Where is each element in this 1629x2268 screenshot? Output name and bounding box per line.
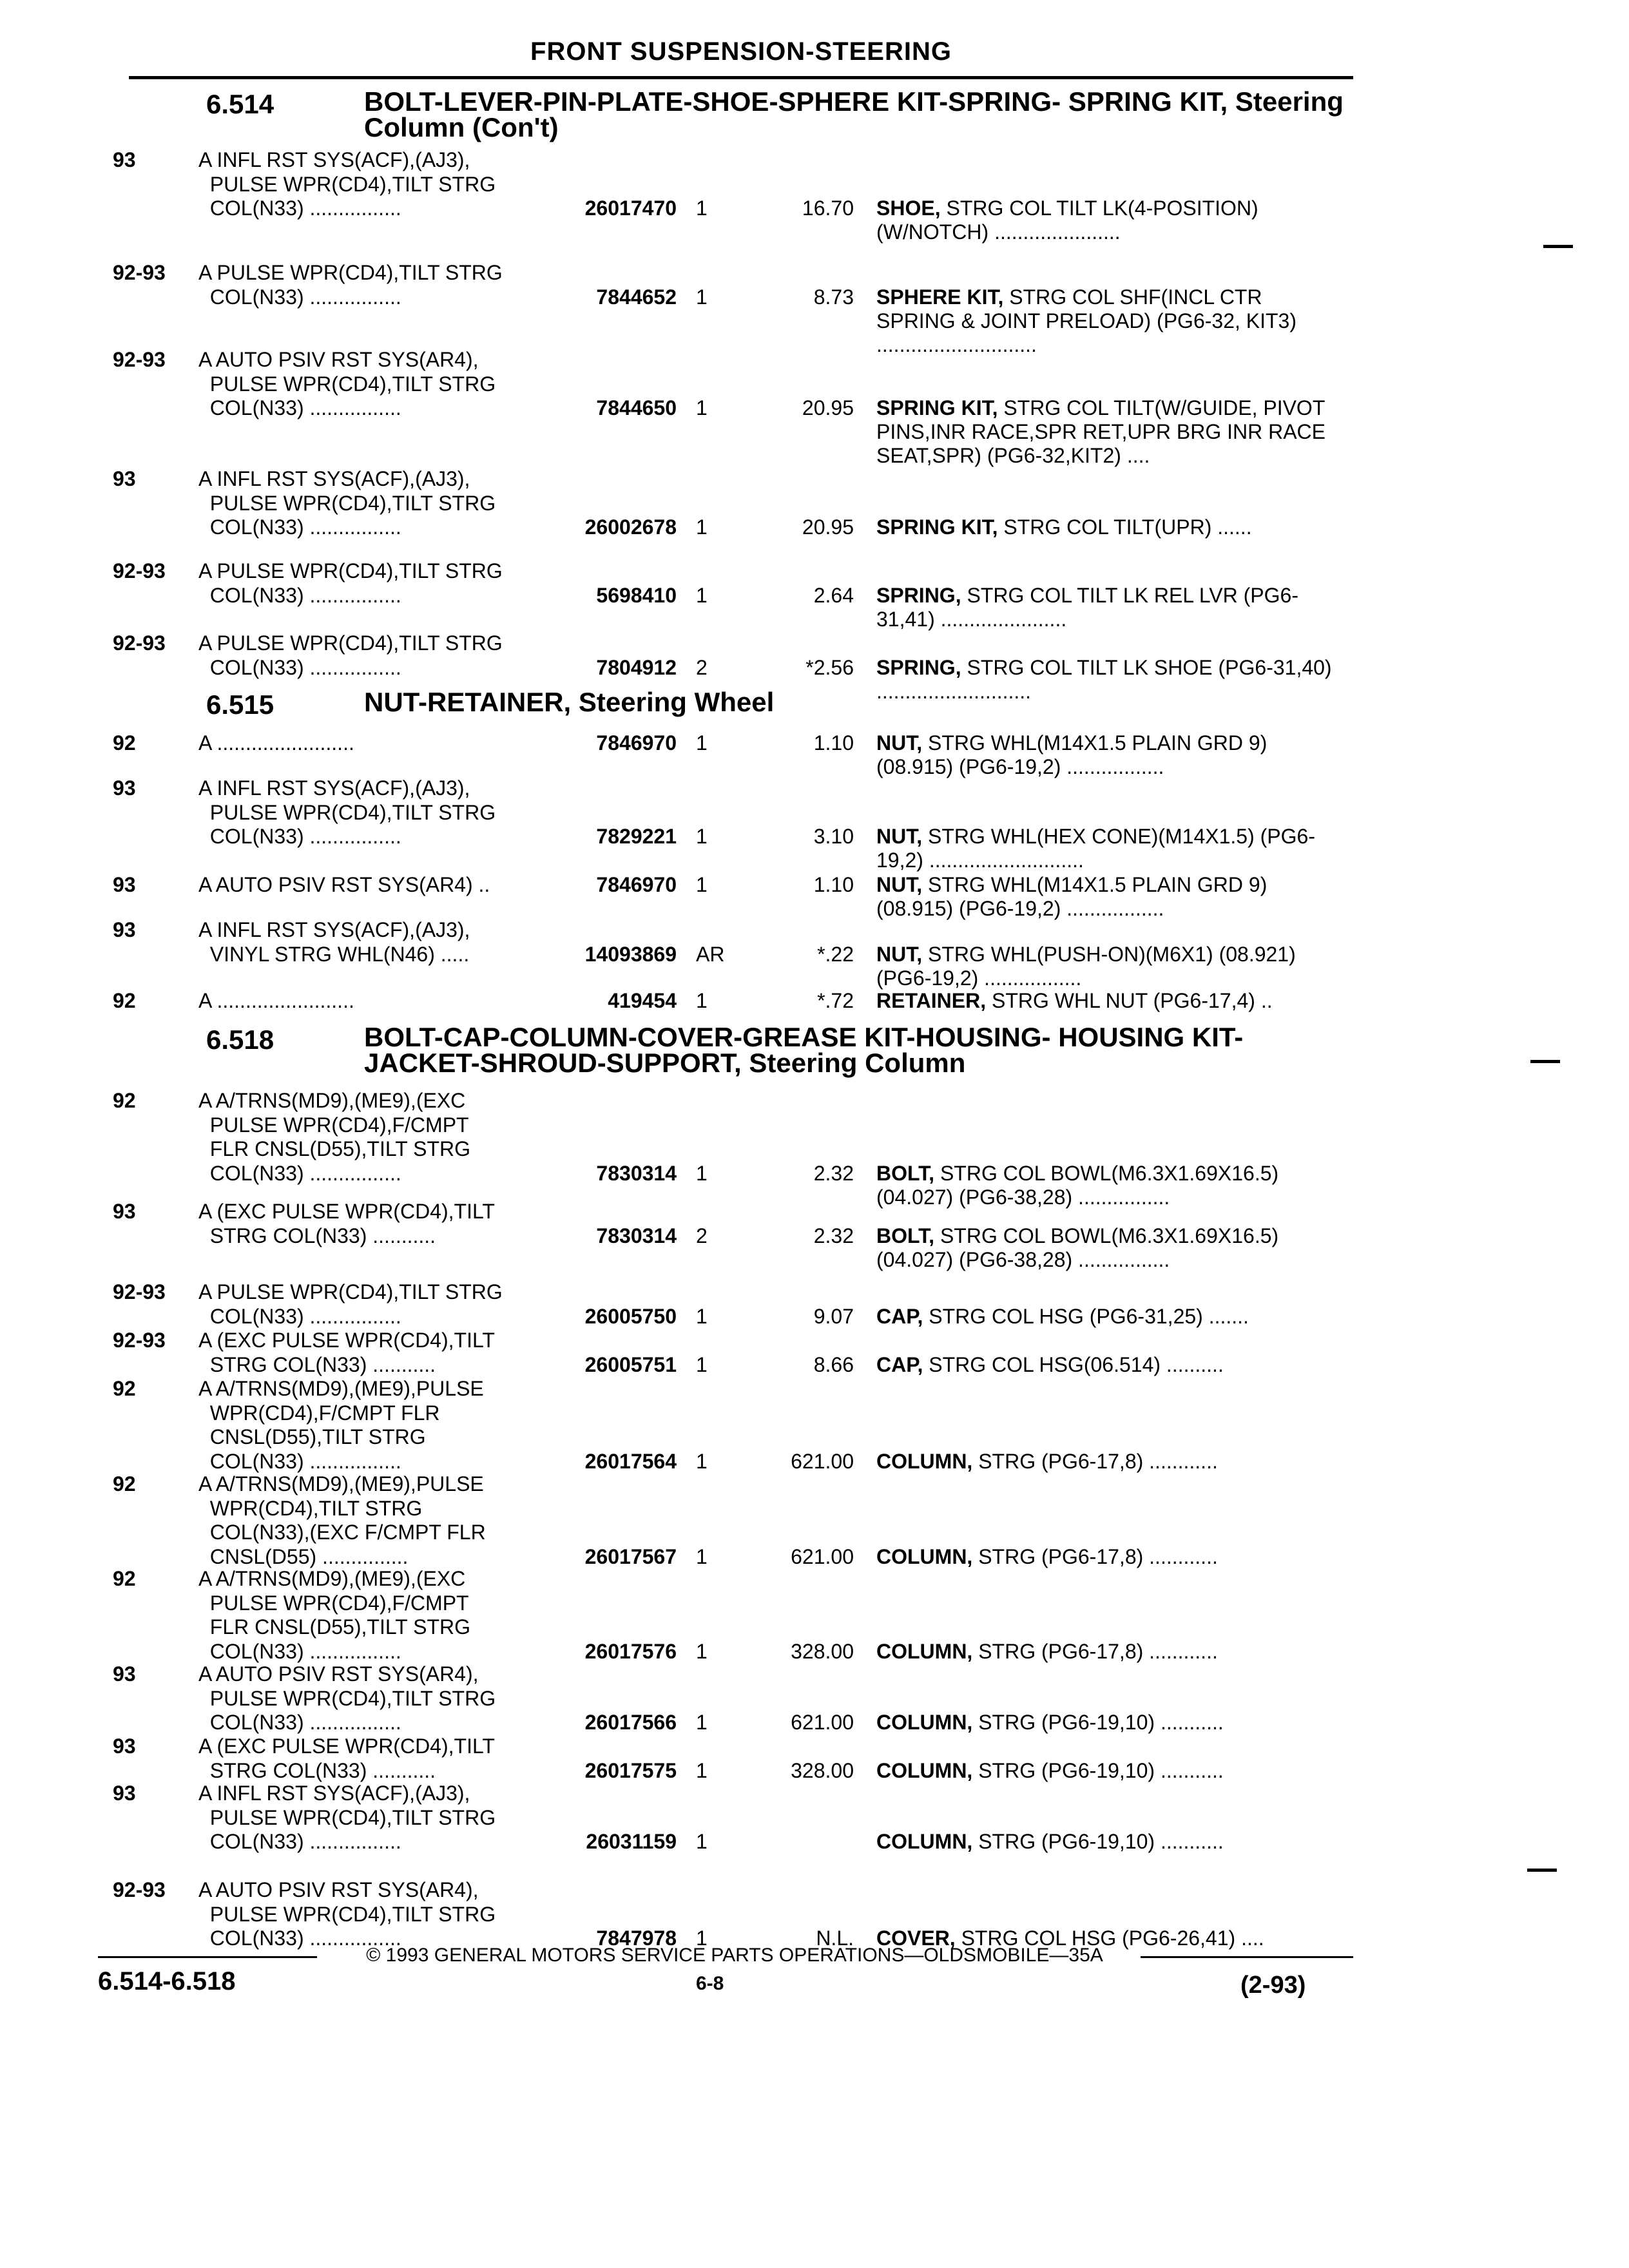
usage-description: A AUTO PSIV RST SYS(AR4), <box>198 1662 479 1686</box>
part-name <box>876 515 1340 539</box>
usage-description: PULSE WPR(CD4),F/CMPT <box>198 1591 469 1615</box>
footer-section-range: 6.514-6.518 <box>98 1967 236 1995</box>
model-year: 92 <box>113 989 136 1012</box>
price: N.L. <box>816 1927 854 1950</box>
usage-description: A AUTO PSIV RST SYS(AR4), <box>198 348 479 371</box>
part-number: 26017576 <box>584 1639 677 1663</box>
header-rule <box>129 76 1353 79</box>
usage-description: PULSE WPR(CD4),TILT STRG <box>198 172 496 196</box>
price: *.22 <box>817 942 854 966</box>
usage-description: COL(N33) ................ <box>198 1449 401 1473</box>
section-title: NUT-RETAINER, Steering Wheel <box>364 687 775 717</box>
usage-description: COL(N33),(EXC F/CMPT FLR <box>198 1521 486 1544</box>
quantity: 1 <box>696 1830 708 1853</box>
part-number: 7844652 <box>596 285 677 309</box>
model-year: 93 <box>113 1782 136 1805</box>
usage-description: COL(N33) ................ <box>198 825 401 848</box>
usage-description: A PULSE WPR(CD4),TILT STRG <box>198 1280 503 1303</box>
part-name <box>876 1224 1340 1272</box>
part-name <box>876 1759 1340 1783</box>
model-year: 93 <box>113 1735 136 1758</box>
page-title: FRONT SUSPENSION-STEERING <box>530 37 952 66</box>
part-name-keyword: SPRING, <box>876 583 961 607</box>
part-name-keyword: COVER, <box>876 1927 956 1950</box>
part-name-detail: STRG WHL(PUSH-ON)(M6X1) (08.921) (PG6-19,2) ................. <box>876 942 1296 990</box>
price: 2.32 <box>813 1161 854 1185</box>
footer-copyright: © 1993 GENERAL MOTORS SERVICE PARTS OPERATIONS—OLDSMOBILE—35A <box>366 1945 1103 1966</box>
price: 621.00 <box>791 1544 854 1568</box>
quantity: 1 <box>696 197 708 220</box>
part-name <box>876 873 1340 921</box>
part-name <box>876 1162 1340 1209</box>
usage-description: WPR(CD4),F/CMPT FLR <box>198 1401 440 1425</box>
part-name-detail: STRG (PG6-17,8) ............ <box>978 1544 1218 1568</box>
part-name-detail: STRG COL TILT(W/GUIDE, PIVOT PINS,INR RACE,SPR RET,UPR BRG INR RACE SEAT,SPR) (PG6-32,KIT2) .... <box>876 396 1325 467</box>
footer-rule-left <box>98 1956 317 1958</box>
quantity: 1 <box>696 1711 708 1734</box>
quantity: AR <box>696 942 725 966</box>
part-name <box>876 731 1340 779</box>
model-year: 92-93 <box>113 1878 166 1901</box>
model-year: 93 <box>113 873 136 896</box>
usage-description: A AUTO PSIV RST SYS(AR4) .. <box>198 873 490 896</box>
part-name <box>876 1353 1340 1377</box>
model-year: 92-93 <box>113 559 166 582</box>
part-number: 7846970 <box>596 731 677 754</box>
part-number: 26017566 <box>584 1711 677 1734</box>
usage-description: A INFL RST SYS(ACF),(AJ3), <box>198 148 470 171</box>
part-name <box>876 1450 1340 1474</box>
usage-description: COL(N33) ................ <box>198 396 401 419</box>
quantity: 1 <box>696 1927 708 1950</box>
section-title: BOLT-LEVER-PIN-PLATE-SHOE-SPHERE KIT-SPRING- SPRING KIT, Steering Column (Con't) <box>364 86 1344 142</box>
part-name <box>876 1711 1340 1735</box>
part-name <box>876 1830 1340 1854</box>
part-name-keyword: SPHERE KIT, <box>876 285 1004 309</box>
part-name-detail: STRG COL TILT LK SHOE (PG6-31,40) ........................... <box>876 655 1332 703</box>
part-number: 26005751 <box>584 1352 677 1376</box>
usage-description: PULSE WPR(CD4),TILT STRG <box>198 372 496 396</box>
model-year: 92 <box>113 1567 136 1590</box>
usage-description: PULSE WPR(CD4),TILT STRG <box>198 491 496 515</box>
part-name-detail: STRG COL HSG (PG6-26,41) .... <box>961 1927 1264 1950</box>
usage-description: A INFL RST SYS(ACF),(AJ3), <box>198 467 470 490</box>
usage-description: COL(N33) ................ <box>198 1161 401 1185</box>
section-number: 6.514 <box>206 89 275 119</box>
part-name <box>876 285 1340 357</box>
part-name-keyword: NUT, <box>876 731 923 754</box>
part-name-keyword: BOLT, <box>876 1224 935 1247</box>
usage-description: COL(N33) ................ <box>198 1304 401 1328</box>
usage-description: PULSE WPR(CD4),TILT STRG <box>198 1686 496 1710</box>
price: 16.70 <box>802 197 854 220</box>
part-name-keyword: COLUMN, <box>876 1758 973 1782</box>
model-year: 92-93 <box>113 1329 166 1352</box>
usage-description: A INFL RST SYS(ACF),(AJ3), <box>198 1782 470 1805</box>
usage-description: COL(N33) ................ <box>198 285 401 309</box>
part-number: 5698410 <box>596 583 677 607</box>
part-number: 7830314 <box>596 1161 677 1185</box>
footer-date: (2-93) <box>1240 1972 1306 1999</box>
usage-description: PULSE WPR(CD4),TILT STRG <box>198 800 496 824</box>
usage-description: PULSE WPR(CD4),TILT STRG <box>198 1805 496 1829</box>
part-number: 26017575 <box>584 1758 677 1782</box>
part-name <box>876 197 1340 244</box>
model-year: 93 <box>113 1662 136 1686</box>
part-name-keyword: SPRING KIT, <box>876 515 998 539</box>
usage-description: FLR CNSL(D55),TILT STRG <box>198 1137 470 1160</box>
quantity: 1 <box>696 825 708 848</box>
part-name <box>876 584 1340 631</box>
part-name-detail: STRG WHL(M14X1.5 PLAIN GRD 9) (08.915) (PG6-19,2) ................. <box>876 873 1268 920</box>
part-name-keyword: COLUMN, <box>876 1830 973 1853</box>
margin-mark <box>1543 245 1573 248</box>
part-number: 26031159 <box>586 1830 677 1853</box>
margin-mark <box>1527 1869 1557 1872</box>
part-name <box>876 825 1340 872</box>
quantity: 1 <box>696 583 708 607</box>
model-year: 92 <box>113 1472 136 1495</box>
part-name-detail: STRG (PG6-17,8) ............ <box>978 1449 1218 1473</box>
usage-description: COL(N33) ................ <box>198 1927 401 1950</box>
usage-description: PULSE WPR(CD4),F/CMPT <box>198 1113 469 1137</box>
price: 328.00 <box>791 1758 854 1782</box>
part-name <box>876 989 1340 1013</box>
usage-description: A (EXC PULSE WPR(CD4),TILT <box>198 1735 495 1758</box>
part-number: 7846970 <box>596 873 677 896</box>
usage-description: STRG COL(N33) ........... <box>198 1352 436 1376</box>
price: 1.10 <box>813 873 854 896</box>
model-year: 92 <box>113 1089 136 1112</box>
usage-description: A A/TRNS(MD9),(ME9),(EXC <box>198 1089 466 1112</box>
price: 20.95 <box>802 396 854 419</box>
part-name <box>876 1545 1340 1569</box>
usage-description: A A/TRNS(MD9),(ME9),PULSE <box>198 1472 484 1495</box>
price: 1.10 <box>813 731 854 754</box>
part-name-detail: STRG COL BOWL(M6.3X1.69X16.5) (04.027) (PG6-38,28) ................ <box>876 1224 1279 1271</box>
quantity: 1 <box>696 1544 708 1568</box>
part-name-detail: STRG COL BOWL(M6.3X1.69X16.5) (04.027) (PG6-38,28) ................ <box>876 1161 1279 1209</box>
part-name-keyword: CAP, <box>876 1304 923 1328</box>
part-number: 26017470 <box>584 197 677 220</box>
part-name-detail: STRG COL SHF(INCL CTR SPRING & JOINT PRELOAD) (PG6-32, KIT3) ............................ <box>876 285 1296 356</box>
price: 20.95 <box>802 515 854 539</box>
usage-description: A (EXC PULSE WPR(CD4),TILT <box>198 1200 495 1223</box>
part-name-keyword: COLUMN, <box>876 1544 973 1568</box>
usage-description: A INFL RST SYS(ACF),(AJ3), <box>198 918 470 941</box>
part-number: 419454 <box>608 989 677 1012</box>
usage-description: A INFL RST SYS(ACF),(AJ3), <box>198 776 470 800</box>
footer-page-number: 6-8 <box>696 1973 724 1994</box>
part-number: 7830314 <box>596 1224 677 1247</box>
usage-description: COL(N33) ................ <box>198 1711 401 1734</box>
part-number: 26017564 <box>584 1449 677 1473</box>
quantity: 1 <box>696 396 708 419</box>
usage-description: A AUTO PSIV RST SYS(AR4), <box>198 1878 479 1901</box>
model-year: 93 <box>113 148 136 171</box>
quantity: 2 <box>696 655 708 679</box>
usage-description: COL(N33) ................ <box>198 1639 401 1663</box>
part-name-keyword: NUT, <box>876 942 923 966</box>
part-name-detail: STRG COL HSG(06.514) .......... <box>929 1352 1224 1376</box>
price: 621.00 <box>791 1449 854 1473</box>
model-year: 93 <box>113 467 136 490</box>
quantity: 1 <box>696 1161 708 1185</box>
margin-mark <box>1530 1060 1560 1063</box>
section-number: 6.518 <box>206 1024 275 1055</box>
part-name-detail: STRG (PG6-17,8) ............ <box>978 1639 1218 1663</box>
quantity: 1 <box>696 1449 708 1473</box>
usage-description: A PULSE WPR(CD4),TILT STRG <box>198 631 503 655</box>
price: 2.32 <box>813 1224 854 1247</box>
quantity: 1 <box>696 1304 708 1328</box>
price: 9.07 <box>813 1304 854 1328</box>
usage-description: CNSL(D55) ............... <box>198 1544 409 1568</box>
part-number: 7844650 <box>596 396 677 419</box>
section-number: 6.515 <box>206 689 275 720</box>
part-name <box>876 1305 1340 1329</box>
model-year: 92-93 <box>113 348 166 371</box>
usage-description: STRG COL(N33) ........... <box>198 1224 436 1247</box>
price: 8.66 <box>813 1352 854 1376</box>
quantity: 1 <box>696 1758 708 1782</box>
price: *2.56 <box>805 655 854 679</box>
part-name-keyword: RETAINER, <box>876 989 987 1012</box>
price: 8.73 <box>813 285 854 309</box>
usage-description: PULSE WPR(CD4),TILT STRG <box>198 1902 496 1926</box>
usage-description: VINYL STRG WHL(N46) ..... <box>198 942 470 966</box>
usage-description: A A/TRNS(MD9),(ME9),PULSE <box>198 1377 484 1400</box>
model-year: 92 <box>113 1377 136 1400</box>
part-name-detail: STRG COL TILT(UPR) ...... <box>1003 515 1252 539</box>
part-name-detail: STRG COL TILT LK(4-POSITION) (W/NOTCH) ...................... <box>876 197 1258 244</box>
part-name-keyword: COLUMN, <box>876 1449 973 1473</box>
part-name-detail: STRG (PG6-19,10) ........... <box>978 1711 1224 1734</box>
usage-description: A PULSE WPR(CD4),TILT STRG <box>198 559 503 582</box>
part-name <box>876 1640 1340 1664</box>
model-year: 92 <box>113 731 136 754</box>
part-name-detail: STRG WHL NUT (PG6-17,4) .. <box>991 989 1273 1012</box>
part-number: 14093869 <box>584 942 677 966</box>
usage-description: A ........................ <box>198 731 354 754</box>
quantity: 1 <box>696 989 708 1012</box>
part-name <box>876 943 1340 990</box>
usage-description: WPR(CD4),TILT STRG <box>198 1496 423 1520</box>
part-name-keyword: BOLT, <box>876 1161 935 1185</box>
model-year: 92-93 <box>113 261 166 284</box>
model-year: 92-93 <box>113 1280 166 1303</box>
usage-description: A A/TRNS(MD9),(ME9),(EXC <box>198 1567 466 1590</box>
usage-description: COL(N33) ................ <box>198 583 401 607</box>
section-title: BOLT-CAP-COLUMN-COVER-GREASE KIT-HOUSING- HOUSING KIT-JACKET-SHROUD-SUPPORT, Steering Column <box>364 1022 1244 1078</box>
quantity: 1 <box>696 873 708 896</box>
quantity: 1 <box>696 285 708 309</box>
part-name-keyword: SPRING KIT, <box>876 396 998 419</box>
price: 621.00 <box>791 1711 854 1734</box>
footer-rule-right <box>1141 1956 1353 1958</box>
part-number: 7829221 <box>596 825 677 848</box>
part-name-detail: STRG COL HSG (PG6-31,25) ....... <box>929 1304 1249 1328</box>
part-name-keyword: COLUMN, <box>876 1711 973 1734</box>
part-name <box>876 396 1340 468</box>
part-name-keyword: SHOE, <box>876 197 941 220</box>
model-year: 93 <box>113 1200 136 1223</box>
part-name-detail: STRG WHL(HEX CONE)(M14X1.5) (PG6-19,2) ........................... <box>876 825 1315 872</box>
part-number: 7804912 <box>596 655 677 679</box>
usage-description: A (EXC PULSE WPR(CD4),TILT <box>198 1329 495 1352</box>
price: 3.10 <box>813 825 854 848</box>
price: *.72 <box>817 989 854 1012</box>
part-name-keyword: SPRING, <box>876 655 961 679</box>
part-name-detail: STRG (PG6-19,10) ........... <box>978 1758 1224 1782</box>
price: 328.00 <box>791 1639 854 1663</box>
part-name-keyword: NUT, <box>876 825 923 848</box>
quantity: 1 <box>696 1352 708 1376</box>
part-name-keyword: NUT, <box>876 873 923 896</box>
part-name-detail: STRG WHL(M14X1.5 PLAIN GRD 9) (08.915) (PG6-19,2) ................. <box>876 731 1268 778</box>
usage-description: A PULSE WPR(CD4),TILT STRG <box>198 261 503 284</box>
quantity: 1 <box>696 1639 708 1663</box>
usage-description: COL(N33) ................ <box>198 655 401 679</box>
part-name-keyword: CAP, <box>876 1352 923 1376</box>
usage-description: A ........................ <box>198 989 354 1012</box>
model-year: 93 <box>113 918 136 941</box>
price: 2.64 <box>813 583 854 607</box>
model-year: 93 <box>113 776 136 800</box>
usage-description: COL(N33) ................ <box>198 197 401 220</box>
part-number: 7847978 <box>596 1927 677 1950</box>
usage-description: FLR CNSL(D55),TILT STRG <box>198 1615 470 1639</box>
usage-description: COL(N33) ................ <box>198 1830 401 1853</box>
part-number: 26002678 <box>584 515 677 539</box>
part-name-detail: STRG (PG6-19,10) ........... <box>978 1830 1224 1853</box>
part-name-detail: STRG COL TILT LK REL LVR (PG6-31,41) ...................... <box>876 583 1298 631</box>
part-name-keyword: COLUMN, <box>876 1639 973 1663</box>
model-year: 92-93 <box>113 631 166 655</box>
usage-description: CNSL(D55),TILT STRG <box>198 1425 426 1448</box>
usage-description: STRG COL(N33) ........... <box>198 1758 436 1782</box>
quantity: 1 <box>696 515 708 539</box>
usage-description: COL(N33) ................ <box>198 515 401 539</box>
part-number: 26017567 <box>584 1544 677 1568</box>
quantity: 2 <box>696 1224 708 1247</box>
quantity: 1 <box>696 731 708 754</box>
part-number: 26005750 <box>584 1304 677 1328</box>
